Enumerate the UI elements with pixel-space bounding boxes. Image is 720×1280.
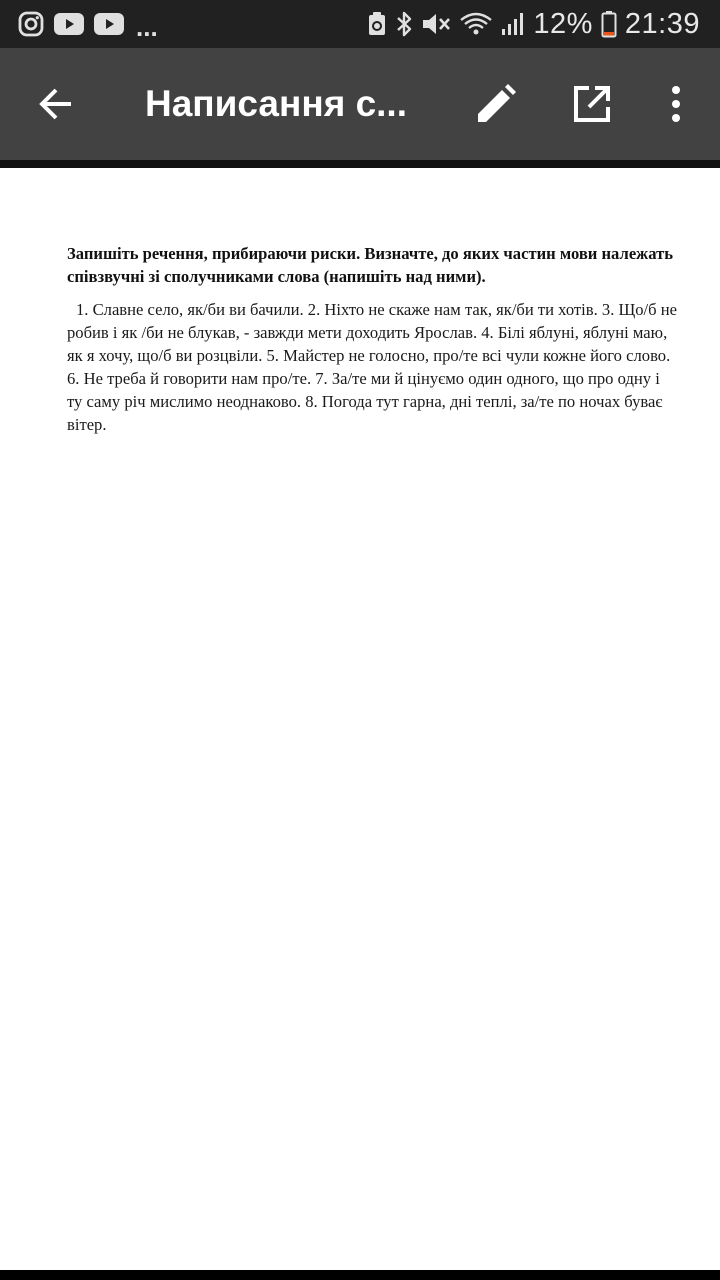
youtube-icon bbox=[94, 12, 124, 36]
navigation-bar bbox=[0, 1270, 720, 1280]
system-status bbox=[367, 0, 700, 48]
document-heading: Запишіть речення, прибираючи риски. Визначте, до яких частин мови належать співзвучні зі сполучниками слова (напишіть над ними). bbox=[67, 244, 674, 286]
wifi-icon bbox=[459, 11, 493, 37]
recycle-notification-icon bbox=[367, 11, 387, 37]
page-title: Написання с... bbox=[145, 83, 407, 124]
clock: 21:39 bbox=[624, 7, 700, 40]
more-vert-icon bbox=[671, 86, 681, 122]
back-arrow-icon bbox=[38, 86, 74, 122]
signal-icon bbox=[501, 11, 525, 37]
edit-pencil-icon bbox=[476, 84, 516, 124]
app-bar-divider bbox=[0, 160, 720, 168]
back-button[interactable] bbox=[24, 70, 88, 138]
battery-low-icon bbox=[601, 10, 617, 38]
open-external-icon bbox=[573, 85, 611, 123]
notification-icons bbox=[18, 0, 158, 48]
open-external-button[interactable] bbox=[560, 72, 624, 136]
battery-percent: 12% bbox=[533, 7, 593, 40]
more-options-button[interactable] bbox=[652, 72, 700, 136]
instagram-icon bbox=[18, 11, 44, 37]
bluetooth-icon bbox=[395, 10, 413, 38]
mute-icon bbox=[421, 11, 451, 37]
document-body: 1. Славне село, як/би ви бачили. 2. Ніхто не скаже нам так, як/би ти хотів. 3. Що/б не робив і як /би не блукав, - завжди мети доходить Ярослав. 4. Білі яблуні, яблуні маю, як я хочу, що/б ви розцвіли. 5. Майстер не голосно, про/те всі чули кожне його слово. 6. Не треба й говорити нам про/те. 7. За/те ми й цінуємо один одного, що про одну і ту саму річ мислимо неоднаково. 8. Погода тут гарна, дні теплі, за/те по ночах буває вітер. bbox=[67, 300, 677, 434]
app-bar bbox=[0, 48, 720, 160]
edit-button[interactable] bbox=[464, 72, 528, 136]
status-bar bbox=[0, 0, 720, 48]
notification-overflow: ... bbox=[136, 11, 158, 42]
document-view[interactable] bbox=[0, 168, 720, 1270]
youtube-icon bbox=[54, 12, 84, 36]
